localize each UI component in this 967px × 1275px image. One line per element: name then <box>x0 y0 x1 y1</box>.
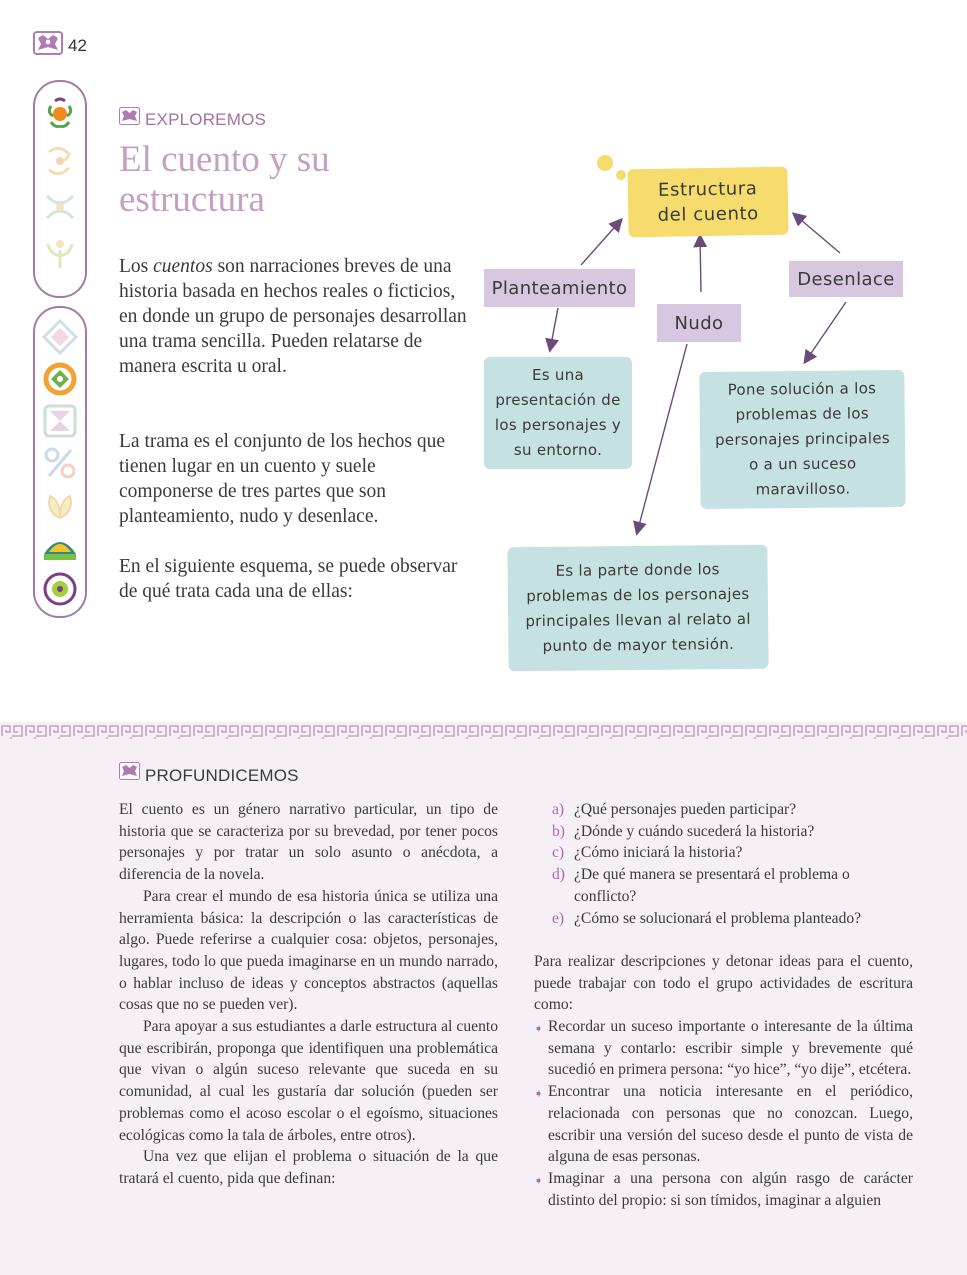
planteamiento-label-box: Planteamiento <box>484 269 635 307</box>
intro-paragraph: Los cuentos son narraciones breves de una historia basada en hechos reales o ficticios, en donde un grupo de personajes desarrollan una trama sencilla. Pueden relatarse de manera escrita u oral. <box>119 256 467 377</box>
deepen-paragraph: Una vez que elijan el problema o situación de la que tratará el cuento, pida que definan: <box>119 1148 498 1187</box>
plant-icon <box>41 234 79 272</box>
hourglass-icon <box>41 402 79 440</box>
deepen-paragraph: Para apoyar a sus estudiantes a darle estructura al cuento que escribirán, proponga que identifiquen una problemática que vivan o algún suceso relevante que suceda en su comunidad, al cual les gustaría dar solución (pueden ser problemas como el acoso escolar o el egoísmo, situaciones ecológicas como la tala de árboles, entre otros). <box>119 1018 498 1144</box>
deepen-paragraph: El cuento es un género narrativo particular, un tipo de historia que se caracteriza por su brevedad, por tener pocos personajes y por tratar un solo asunto o anécdota, a diferencia de la novela. <box>119 801 498 884</box>
plot-paragraph: La trama es el conjunto de los hechos que tienen lugar en un cuento y suele componerse de tres partes que son planteamiento, nudo y desenlace. <box>119 431 445 527</box>
desenlace-desc-box: Pone solución a los problemas de los personajes principales o a un suceso maravilloso. <box>699 370 905 509</box>
bullet-arrow-icon: ➧ <box>534 1023 544 1035</box>
thought-bubble-small <box>616 170 626 180</box>
scheme-paragraph: En el siguiente esquema, se puede observar de qué trata cada una de ellas: <box>119 556 458 602</box>
lotus-icon <box>41 486 79 524</box>
list-item: ➧ Recordar un suceso importante o interesante de la última semana y contarlo: escribir simple y brevemente qué sucedió en primera persona: “yo hice”, “yo dije”, etcétera. <box>534 1016 913 1081</box>
list-item: d) ¿De qué manera se presentará el problema o conflicto? <box>552 866 850 905</box>
percent-icon <box>41 444 79 482</box>
emphasis-cuentos: cuentos <box>153 256 213 277</box>
nudo-desc-box: Es la parte donde los problemas de los personajes principales llevan al relato al punto de mayor tensión. <box>507 545 768 672</box>
side-rail-top <box>33 80 87 298</box>
seed-sprout-icon <box>41 94 79 132</box>
side-rail-bottom <box>33 306 87 618</box>
explore-section-label: EXPLOREMOS <box>145 110 267 129</box>
ring-icon <box>41 360 79 398</box>
question-list <box>552 799 882 929</box>
section-emblem-icon <box>119 762 140 780</box>
bullet-arrow-icon: ➧ <box>534 1088 544 1101</box>
deepen-paragraph: Para crear el mundo de esa historia única se utiliza una herramienta básica: la descripción o las características de algo. Puede referirse a cualquier cosa: objetos, personajes, lugares, todo lo que pueda imaginarse en un mundo narrado, o hablar incluso de ideas y conceptos abstractos (aquellas cosas que no se pueden ver). <box>119 887 498 1014</box>
section-emblem-icon <box>119 107 140 125</box>
header-emblem-icon <box>33 30 63 56</box>
thought-bubble-large <box>597 155 613 171</box>
decorative-border <box>0 722 967 740</box>
page-title: El cuento y su estructura <box>119 139 330 220</box>
swirl-icon <box>41 142 79 180</box>
list-item: e) ¿Cómo se solucionará el problema planteado? <box>552 909 862 927</box>
planteamiento-desc-box: Es una presentación de los personajes y su entorno. <box>484 357 632 469</box>
bullet-arrow-icon: ➧ <box>534 1174 544 1187</box>
nudo-label-box: Nudo <box>657 304 741 342</box>
list-item: a) ¿Qué personajes pueden participar? <box>552 801 797 818</box>
list-item: c) ¿Cómo iniciará la historia? <box>552 844 743 862</box>
desenlace-label-box: Desenlace <box>789 261 903 297</box>
list-item: b) ¿Dónde y cuándo sucederá la historia? <box>552 822 815 840</box>
deepen-section-label: PROFUNDICEMOS <box>145 766 299 785</box>
page-number: 42 <box>68 36 87 55</box>
diamond-icon <box>41 318 79 356</box>
deepen-left-column <box>119 799 498 1190</box>
list-item: ➧ Encontrar una noticia interesante en el periódico, relacionada con personas que no conozcan. Luego, escribir una versión del suceso desde el punto de vista de alguna de esas personas. <box>534 1081 913 1168</box>
list-item: ➧ Imaginar a una persona con algún rasgo de carácter distinto del propio: si son tímidos, imaginar a alguien <box>534 1168 913 1211</box>
activity-bullet-list <box>534 1016 913 1211</box>
diagram-center-box: Estructura del cuento <box>627 167 788 238</box>
knot-icon <box>41 188 79 226</box>
turtle-shell-icon <box>41 528 79 566</box>
deepen-right-intro: Para realizar descripciones y detonar ideas para el cuento, puede trabajar con todo el grupo actividades de escritura como: <box>534 953 913 1014</box>
spiral-eye-icon <box>41 570 79 608</box>
